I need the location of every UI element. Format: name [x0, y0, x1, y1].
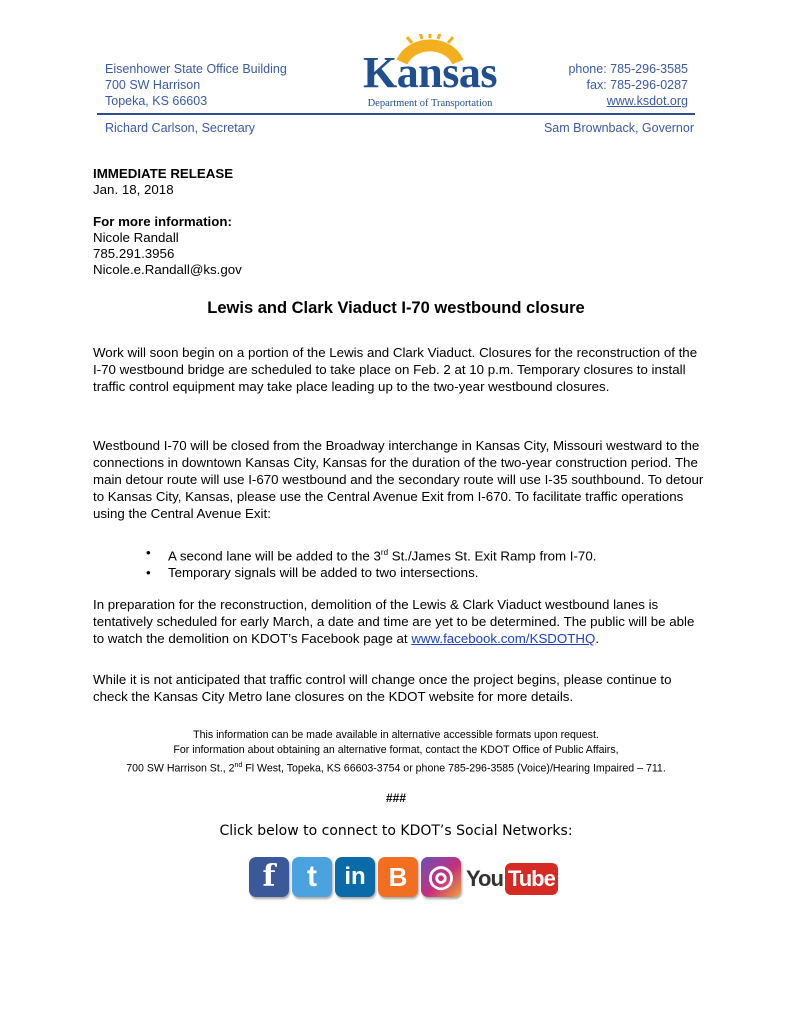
list-item: • Temporary signals will be added to two intersections.: [146, 565, 479, 581]
kdot-logo: [360, 34, 500, 114]
paragraph-detour: Westbound I-70 will be closed from the Broadway interchange in Kansas City, Missouri westward to the connections in downtown Kansas City, Kansas for the duration of the two-year construction period. The main detour route will use I-670 westbound and the secondary route will use I-35 southbound. To detour to Kansas City, Kansas, please use the Central Avenue Exit from I-670. To facilitate traffic operations using the Central Avenue Exit:: [93, 438, 704, 521]
twitter-icon[interactable]: t: [292, 857, 332, 897]
phone-number: phone: 785-296-3585: [568, 62, 688, 76]
blogger-icon[interactable]: B: [378, 857, 418, 897]
paragraph-closing: While it is not anticipated that traffic control will change once the project begins, please continue to check the Kansas City Metro lane closures on the KDOT website for more details.: [93, 672, 672, 704]
logo-subtitle: Department of Transportation: [367, 98, 493, 109]
logo-wordmark: Kansas: [363, 48, 497, 97]
building-name: Eisenhower State Office Building: [105, 62, 287, 76]
release-info: [93, 166, 242, 278]
office-address: [105, 61, 287, 109]
end-mark: ###: [385, 791, 407, 805]
detour-bullet-list: [146, 544, 596, 581]
page-title: Lewis and Clark Viaduct I-70 westbound closure: [207, 299, 585, 317]
accessibility-notice: This information can be made available in alternative accessible formats upon request. For information about obtaining an alternative format, contact the KDOT Office of Public Affairs, 700 SW Harrison St., 2nd Fl West, Topeka, KS 66603-3754 or phone 785-296-3585 (Voice)/Hearing Impaired – 711.: [126, 729, 666, 775]
list-item: • A second lane will be added to the 3rd St./James St. Exit Ramp from I-70.: [146, 545, 597, 564]
contact-numbers: [568, 61, 688, 109]
contact-email: Nicole.e.Randall@ks.gov: [93, 262, 242, 277]
release-date: Jan. 18, 2018: [93, 182, 174, 197]
street-address: 700 SW Harrison: [105, 78, 201, 92]
website-link[interactable]: www.ksdot.org: [606, 94, 688, 108]
more-info-label: For more information:: [93, 214, 232, 229]
governor-name: Sam Brownback, Governor: [543, 121, 694, 135]
contact-phone: 785.291.3956: [93, 246, 175, 261]
city-state-zip: Topeka, KS 66603: [105, 94, 208, 108]
paragraph-demolition: In preparation for the reconstruction, demolition of the Lewis & Clark Viaduct westbound lanes is tentatively scheduled for early March, a date and time are yet to be determined. The public will be able to watch the demolition on KDOT’s Facebook page at www.facebook.com/KSDOTHQ.: [93, 597, 695, 646]
social-prompt: Click below to connect to KDOT’s Social Networks:: [219, 823, 573, 839]
facebook-page-link[interactable]: www.facebook.com/KSDOTHQ: [411, 631, 596, 646]
fax-number: fax: 785-296-0287: [586, 78, 688, 92]
letterhead-divider: [97, 113, 695, 115]
youtube-icon[interactable]: You Tube: [466, 861, 558, 897]
contact-name: Nicole Randall: [93, 230, 179, 245]
paragraph-intro: Work will soon begin on a portion of the Lewis and Clark Viaduct. Closures for the reconstruction of the I-70 westbound bridge are scheduled to take place on Feb. 2 at 10 p.m. Temporary closures to install traffic control equipment may take place leading up to the two-year westbound closures.: [93, 345, 698, 394]
linkedin-icon[interactable]: in: [335, 857, 375, 897]
secretary-name: Richard Carlson, Secretary: [105, 121, 256, 135]
release-label: IMMEDIATE RELEASE: [93, 166, 234, 181]
instagram-icon[interactable]: ◎: [421, 857, 461, 897]
facebook-icon[interactable]: f: [249, 857, 289, 897]
